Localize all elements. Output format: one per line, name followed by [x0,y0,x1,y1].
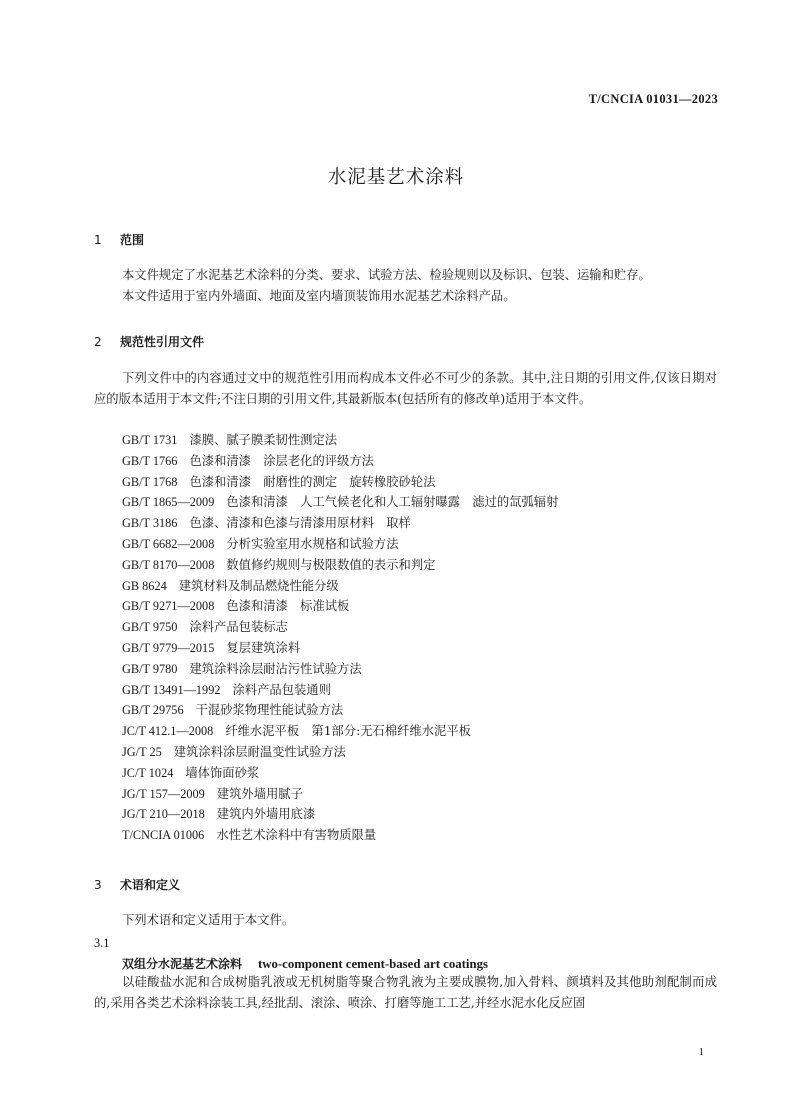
section-1-heading [94,231,144,248]
reference-code: JC/T 412.1—2008 [122,724,214,739]
reference-code: GB/T 1865—2009 [122,495,215,510]
reference-title: 分析实验室用水规格和试验方法 [226,536,399,551]
section-2-heading [94,333,204,350]
reference-item [122,680,558,701]
term-definition [94,972,717,1014]
section-2-intro [94,368,717,410]
section-3-heading [94,876,180,893]
reference-title: 干混砂浆物理性能试验方法 [195,703,344,718]
section-number: 2 [94,335,102,349]
reference-code: GB 8624 [122,578,167,593]
reference-item [122,451,558,472]
term-number: 3.1 [94,936,110,950]
section-title: 术语和定义 [120,878,181,892]
document-title: 水泥基艺术涂料 [327,167,465,188]
section-number: 1 [94,233,102,247]
reference-code: T/CNCIA 01006 [122,828,205,843]
reference-item [122,513,558,534]
reference-item [122,430,558,451]
reference-list [122,430,558,846]
section-1-body [94,265,717,307]
reference-code: GB/T 9750 [122,620,178,635]
reference-code: GB/T 9271—2008 [122,599,215,614]
reference-item [122,721,558,742]
reference-item [122,638,558,659]
reference-title: 漆膜、腻子膜柔韧性测定法 [189,433,338,447]
reference-code: GB/T 29756 [122,703,184,718]
reference-title: 建筑涂料涂层耐温变性试验方法 [173,744,346,759]
reference-item [122,700,558,721]
reference-item [122,472,558,493]
reference-code: GB/T 6682—2008 [122,536,215,551]
reference-item [122,534,558,555]
reference-item [122,825,558,846]
reference-title: 数值修约规则与极限数值的表示和判定 [226,557,436,572]
reference-item [122,763,558,784]
reference-title: 色漆、清漆和色漆与清漆用原材料 取样 [189,516,411,531]
reference-title: 纤维水泥平板 第1部分:无石棉纤维水泥平板 [225,724,471,739]
reference-code: JG/T 157—2009 [122,786,205,801]
reference-code: GB/T 8170—2008 [122,557,215,572]
reference-title: 建筑材料及制品燃烧性能分级 [178,578,339,593]
reference-item [122,596,558,617]
reference-code: JC/T 1024 [122,765,174,780]
reference-item [122,617,558,638]
reference-title: 色漆和清漆 人工气候老化和人工辐射曝露 滤过的氙弧辐射 [226,495,559,510]
reference-title: 色漆和清漆 涂层老化的评级方法 [189,453,374,468]
reference-code: GB/T 1731 [122,433,178,447]
reference-item [122,742,558,763]
reference-title: 色漆和清漆 耐磨性的测定 旋转橡胶砂轮法 [189,474,436,489]
reference-code: JG/T 25 [122,744,162,759]
section-title: 范围 [120,233,145,247]
reference-code: GB/T 9780 [122,661,178,676]
reference-item [122,804,558,825]
section-number: 3 [94,878,102,892]
paragraph: 本文件适用于室内外墙面、地面及室内墙顶装饰用水泥基艺术涂料产品。 [122,288,516,303]
reference-title: 建筑涂料涂层耐沾污性试验方法 [189,661,362,676]
reference-item [122,576,558,597]
term-name-cn: 双组分水泥基艺术涂料 [122,957,243,971]
reference-item [122,492,558,513]
reference-title: 涂料产品包装标志 [189,620,288,635]
paragraph: 本文件规定了水泥基艺术涂料的分类、要求、试验方法、检验规则以及标识、包装、运输和贮存。 [122,268,651,282]
reference-item [122,784,558,805]
reference-item [122,555,558,576]
reference-item [122,659,558,680]
reference-code: GB/T 3186 [122,516,178,531]
reference-title: 水性艺术涂料中有害物质限量 [216,828,377,843]
reference-title: 涂料产品包装通则 [232,682,331,697]
section-3-intro: 下列术语和定义适用于本文件。 [122,913,295,927]
reference-title: 建筑外墙用腻子 [216,786,303,801]
page-number: 1 [698,1046,704,1058]
standard-code: T/CNCIA 01031—2023 [588,92,718,106]
reference-title: 建筑内外墙用底漆 [216,807,316,822]
term-name-en: two-component cement-based art coatings [258,957,488,971]
reference-title: 复层建筑涂料 [226,640,301,655]
paragraph: 下列文件中的内容通过文中的规范性引用而构成本文件必不可少的条款。其中,注日期的引用文件,仅该日期对应的版本适用于本文件;不注日期的引用文件,其最新版本(包括所有的修改单)适用于本文件。 [94,371,717,406]
reference-title: 墙体饰面砂浆 [185,765,260,780]
reference-code: GB/T 13491—1992 [122,682,221,697]
paragraph: 以硅酸盐水泥和合成树脂乳液或无机树脂等聚合物乳液为主要成膜物,加入骨料、颜填料及其他助剂配制而成的,采用各类艺术涂料涂装工具,经批刮、滚涂、喷涂、打磨等施工工艺,并经水泥水化反应固 [94,975,717,1010]
reference-code: JG/T 210—2018 [122,807,205,822]
reference-code: GB/T 9779—2015 [122,640,215,655]
reference-code: GB/T 1766 [122,453,178,468]
reference-title: 色漆和清漆 标准试板 [226,599,350,614]
term-title [122,955,488,972]
reference-code: GB/T 1768 [122,474,178,489]
section-title: 规范性引用文件 [120,335,205,349]
